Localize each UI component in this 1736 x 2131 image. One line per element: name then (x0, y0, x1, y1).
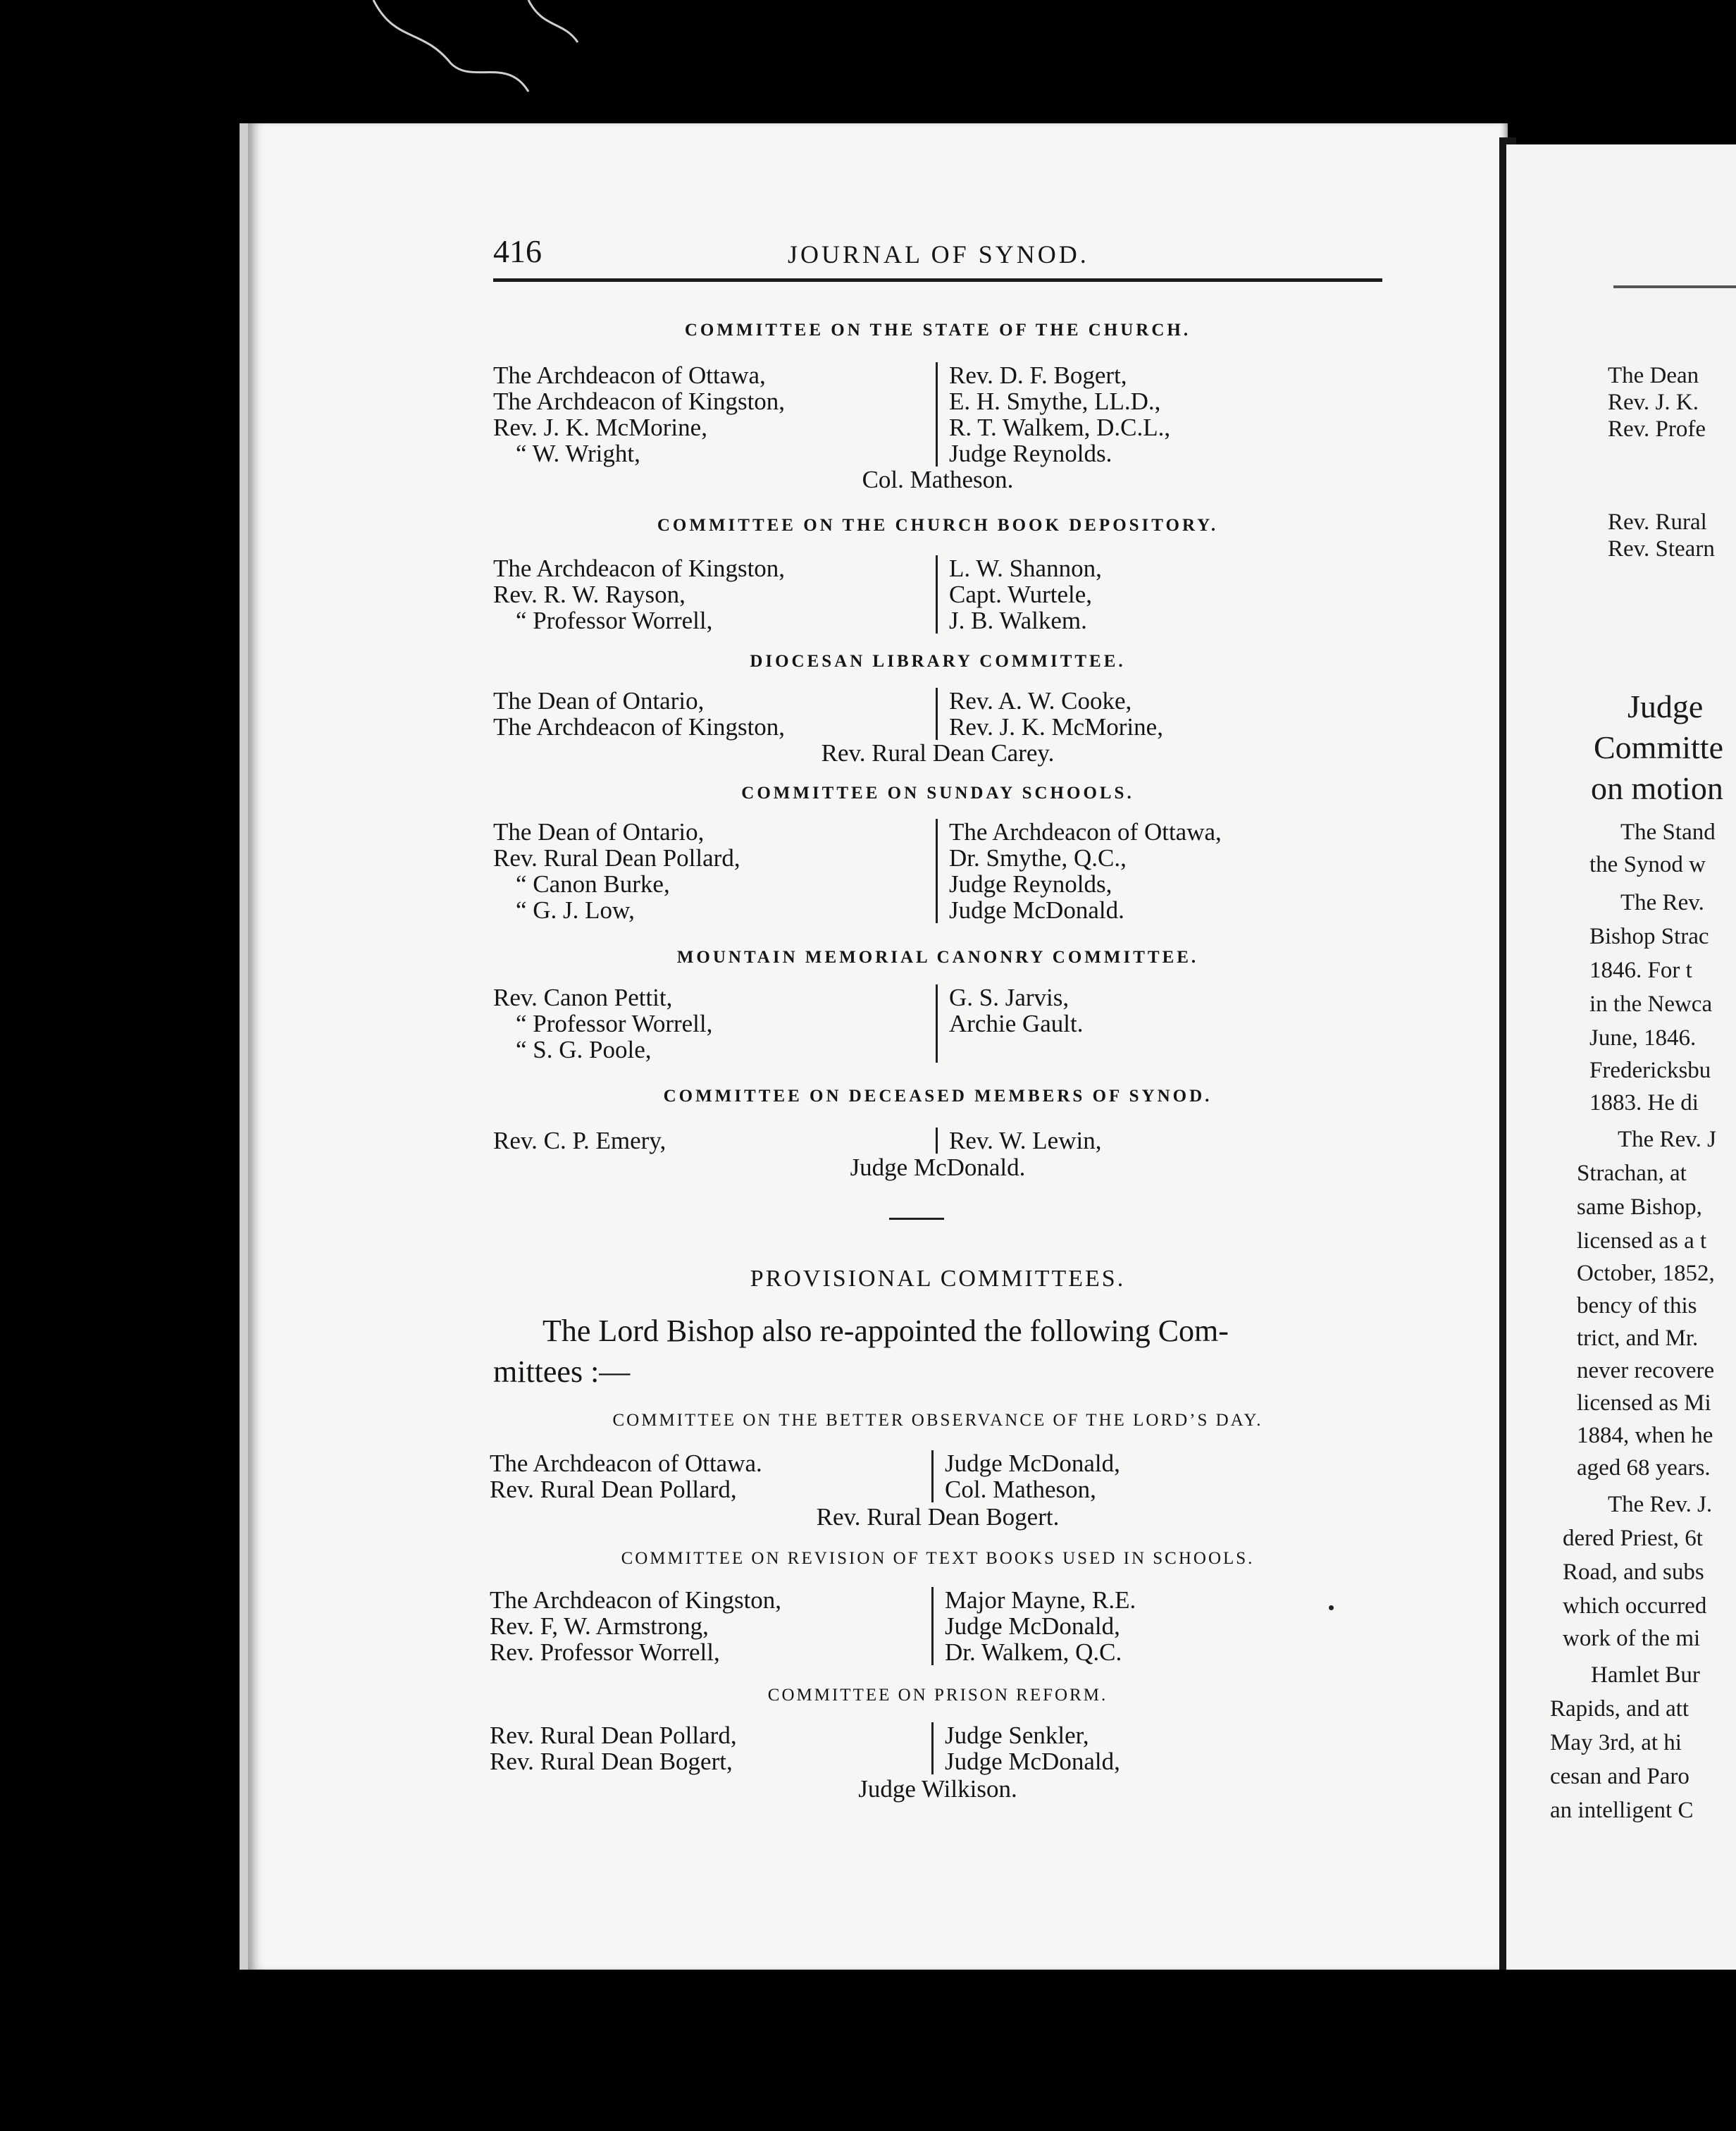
member: “ S. G. Poole, (516, 1036, 652, 1063)
member: Rev. A. W. Cooke, (949, 687, 1132, 715)
committee-center-member: Rev. Rural Dean Bogert. (816, 1503, 1060, 1531)
committee-left-column (493, 555, 785, 634)
facing-text-line: licensed as a t (1577, 1228, 1707, 1254)
facing-text-line: trict, and Mr. (1577, 1326, 1699, 1351)
facing-text-line: never recovere (1577, 1358, 1715, 1383)
member: Rev. Rural Dean Pollard, (490, 1476, 737, 1503)
committee-right-column (936, 984, 1083, 1063)
member: R. T. Walkem, D.C.L., (949, 414, 1171, 441)
facing-text-line: Judge (1628, 688, 1704, 724)
facing-text-line: 1846. For t (1589, 958, 1692, 983)
committee-center-member: Judge Wilkison. (858, 1775, 1017, 1803)
member: Rev. F, W. Armstrong, (490, 1612, 709, 1640)
committee-left-column (490, 1722, 737, 1774)
facing-header-rule (1613, 285, 1736, 288)
member: Dr. Walkem, Q.C. (945, 1638, 1122, 1666)
committee-right-column (936, 555, 1102, 634)
member: Judge McDonald, (945, 1450, 1120, 1477)
facing-text-line: licensed as Mi (1577, 1390, 1711, 1416)
committee-title: COMMITTEE ON REVISION OF TEXT BOOKS USED IN SCHOOLS. (621, 1549, 1255, 1568)
facing-text-line: 1883. He di (1589, 1090, 1699, 1116)
facing-text-line: which occurred (1563, 1593, 1707, 1619)
intro-line: The Lord Bishop also re-appointed the following Com- (542, 1314, 1229, 1348)
committee-left-column (493, 362, 785, 467)
committee-title: COMMITTEE ON THE CHURCH BOOK DEPOSITORY. (657, 516, 1219, 535)
facing-text-line: Rev. Profe (1608, 416, 1706, 442)
member: Dr. Smythe, Q.C., (949, 844, 1127, 872)
committee-left-column (493, 819, 740, 923)
facing-text-line: Rapids, and att (1550, 1696, 1690, 1722)
member: Judge McDonald, (945, 1612, 1120, 1640)
member: Rev. C. P. Emery, (493, 1127, 666, 1154)
committee-right-column (931, 1450, 1120, 1502)
member: The Archdeacon of Kingston, (493, 555, 786, 582)
section-divider (889, 1218, 944, 1220)
committee-center-member: Judge McDonald. (850, 1154, 1026, 1181)
committee-center-member: Col. Matheson. (862, 466, 1014, 493)
facing-text-line: Road, and subs (1563, 1559, 1704, 1585)
member: The Archdeacon of Kingston, (493, 388, 786, 415)
committee-title: COMMITTEE ON DECEASED MEMBERS OF SYNOD. (663, 1087, 1213, 1106)
provisional-heading: PROVISIONAL COMMITTEES. (750, 1266, 1126, 1292)
committee-right-column (931, 1587, 1136, 1665)
facing-text-line: an intelligent C (1550, 1798, 1694, 1823)
member: The Dean of Ontario, (493, 687, 705, 715)
facing-text-line: Fredericksbu (1589, 1058, 1711, 1083)
committee-right-column (936, 362, 1170, 467)
committee-title: DIOCESAN LIBRARY COMMITTEE. (750, 652, 1126, 671)
intro-line: mittees :— (493, 1354, 631, 1389)
facing-text-line: in the Newca (1589, 992, 1713, 1017)
member: Judge Senkler, (945, 1722, 1089, 1749)
member: “ Professor Worrell, (516, 1010, 713, 1037)
facing-text-line: May 3rd, at hi (1550, 1730, 1682, 1755)
committee-left-column (493, 688, 785, 740)
page-number: 416 (493, 233, 542, 269)
facing-text-line: aged 68 years. (1577, 1455, 1711, 1481)
committee-title: MOUNTAIN MEMORIAL CANONRY COMMITTEE. (676, 948, 1199, 967)
facing-text-line: same Bishop, (1577, 1194, 1702, 1220)
member: “ Canon Burke, (516, 870, 670, 898)
running-head: JOURNAL OF SYNOD. (788, 240, 1089, 268)
member: The Archdeacon of Ottawa. (490, 1450, 762, 1477)
committee-left-column (490, 1587, 781, 1665)
member: Judge Reynolds, (949, 870, 1112, 898)
member: Rev. Canon Pettit, (493, 984, 673, 1011)
member: The Archdeacon of Ottawa, (493, 362, 766, 389)
committee-right-column (931, 1722, 1120, 1774)
member: Rev. R. W. Rayson, (493, 581, 686, 608)
member: Judge Reynolds. (949, 440, 1112, 467)
facing-text-line: The Rev. J. (1608, 1492, 1713, 1517)
facing-text-line: Hamlet Bur (1591, 1662, 1700, 1688)
facing-text-line: The Rev. J (1618, 1127, 1716, 1152)
member: Rev. D. F. Bogert, (949, 362, 1127, 389)
committee-title: COMMITTEE ON THE STATE OF THE CHURCH. (684, 321, 1191, 340)
member: Col. Matheson, (945, 1476, 1096, 1503)
member: The Dean of Ontario, (493, 818, 705, 846)
member: J. B. Walkem. (949, 607, 1087, 634)
member: Rev. Rural Dean Pollard, (490, 1722, 737, 1749)
member: L. W. Shannon, (949, 555, 1102, 582)
committee-left-column (493, 984, 712, 1063)
member: The Archdeacon of Kingston, (493, 713, 786, 741)
committee-title: COMMITTEE ON THE BETTER OBSERVANCE OF THE LORD’S DAY. (612, 1411, 1263, 1430)
header-rule (493, 278, 1382, 282)
member: “ W. Wright, (516, 440, 640, 467)
facing-text-line: cesan and Paro (1550, 1764, 1690, 1789)
committee-title: COMMITTEE ON SUNDAY SCHOOLS. (741, 784, 1134, 803)
member: Rev. Professor Worrell, (490, 1638, 720, 1666)
committee-left-column (493, 1128, 666, 1154)
committee-title: COMMITTEE ON PRISON REFORM. (767, 1686, 1108, 1705)
member: Rev. Rural Dean Bogert, (490, 1748, 733, 1775)
facing-text-line: dered Priest, 6t (1563, 1526, 1703, 1551)
facing-text-line: work of the mi (1563, 1626, 1701, 1651)
facing-text-line: Rev. Rural (1608, 509, 1707, 535)
ink-speck (1329, 1605, 1334, 1610)
facing-text-line: The Stand (1620, 820, 1716, 845)
scan-scratch-mark (366, 0, 592, 120)
member: Archie Gault. (949, 1010, 1084, 1037)
facing-text-line: Committe (1594, 729, 1723, 765)
member: Major Mayne, R.E. (945, 1586, 1136, 1614)
member: The Archdeacon of Ottawa, (949, 818, 1222, 846)
facing-text-line: Rev. Stearn (1608, 536, 1715, 562)
member: Capt. Wurtele, (949, 581, 1093, 608)
committee-center-member: Rev. Rural Dean Carey. (821, 739, 1055, 767)
committee-right-column (936, 819, 1222, 923)
committee-left-column (490, 1450, 762, 1502)
facing-text-line: Rev. J. K. (1608, 390, 1699, 415)
member: Rev. J. K. McMorine, (949, 713, 1163, 741)
member: Judge McDonald, (945, 1748, 1120, 1775)
member: Rev. J. K. McMorine, (493, 414, 707, 441)
provisional-intro (493, 1311, 1382, 1392)
member: The Archdeacon of Kingston, (490, 1586, 782, 1614)
facing-text-line: Strachan, at (1577, 1161, 1687, 1186)
committee-right-column (936, 1128, 1101, 1154)
facing-text-line: bency of this (1577, 1293, 1697, 1318)
facing-text-line: Bishop Strac (1589, 924, 1709, 949)
member: G. S. Jarvis, (949, 984, 1070, 1011)
member: E. H. Smythe, LL.D., (949, 388, 1161, 415)
facing-text-line: 1884, when he (1577, 1423, 1713, 1448)
committee-right-column (936, 688, 1163, 740)
member: Judge McDonald. (949, 896, 1124, 924)
facing-text-line: on motion (1591, 770, 1723, 806)
facing-text-line: June, 1846. (1589, 1025, 1697, 1051)
member: Rev. W. Lewin, (949, 1127, 1102, 1154)
member: “ G. J. Low, (516, 896, 635, 924)
facing-text-line: The Rev. (1620, 890, 1704, 915)
facing-text-line: the Synod w (1589, 852, 1706, 877)
member: “ Professor Worrell, (516, 607, 713, 634)
facing-text-line: October, 1852, (1577, 1261, 1715, 1286)
member: Rev. Rural Dean Pollard, (493, 844, 740, 872)
facing-text-line: The Dean (1608, 363, 1699, 388)
